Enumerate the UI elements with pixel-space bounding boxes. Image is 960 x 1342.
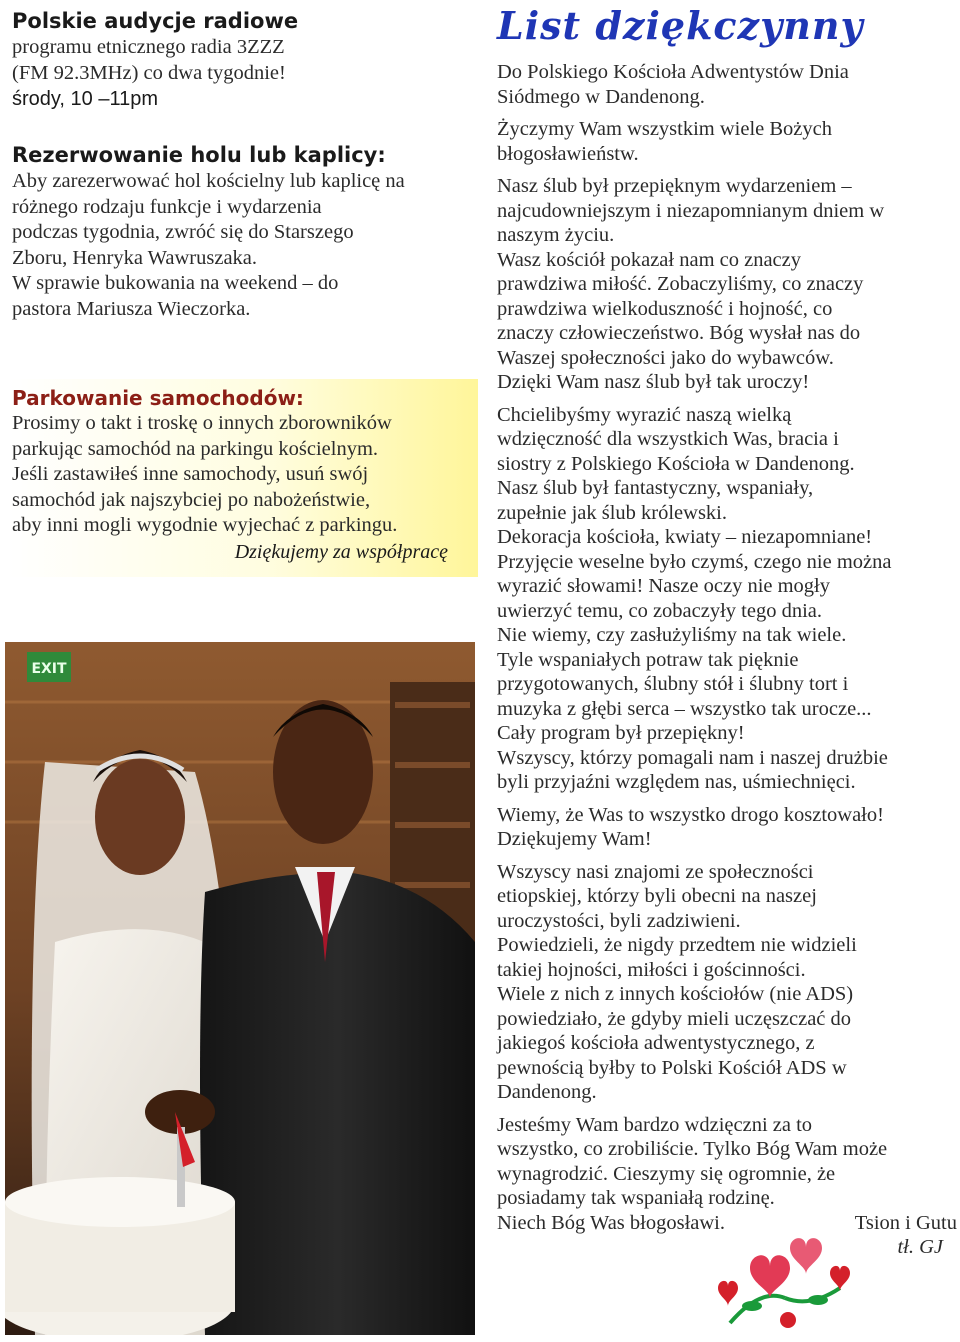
letter-line: naszym życiu. <box>497 224 615 246</box>
wedding-photo-illustration <box>5 642 475 1335</box>
letter-line: powiedziało, że gdyby mieli uczęszczać do <box>497 1007 852 1030</box>
letter-paragraph <box>497 403 957 795</box>
letter-line: takiej hojności, miłości i gościnności. <box>497 958 806 981</box>
booking-line: W sprawie bukowania na weekend – do <box>12 272 339 294</box>
right-column <box>497 4 957 1260</box>
letter-line: siostry z Polskiego Kościoła w Dandenong. <box>497 452 855 475</box>
letter-closing: Niech Bóg Was błogosławi. <box>497 1211 726 1234</box>
letter-line: Wiemy, że Was to wszystko drogo kosztowało! <box>497 803 884 826</box>
letter-line: uroczystości, byli zadziwieni. <box>497 909 741 932</box>
booking-line: pastora Mariusza Wieczorka. <box>12 297 251 320</box>
letter-line: wyrazić słowami! Nasze oczy nie mogły <box>497 575 831 597</box>
letter-line: Siódmego w Dandenong. <box>497 85 705 108</box>
letter-line: Dzięki Wam nasz ślub był tak uroczy! <box>497 371 810 393</box>
letter-line: Do Polskiego Kościoła Adwentystów Dnia <box>497 61 849 83</box>
letter-line: jakiegoś kościoła adwentystycznego, z <box>497 1032 815 1054</box>
parking-title: Parkowanie samochodów: <box>12 386 304 410</box>
letter-line: Przyjęcie weselne było czymś, czego nie można <box>497 550 892 573</box>
left-column <box>12 8 474 322</box>
booking-title: Rezerwowanie holu lub kaplicy: <box>12 143 386 167</box>
wedding-photo <box>5 642 475 1335</box>
booking-section <box>12 142 474 322</box>
radio-line-2: (FM 92.3MHz) co dwa tygodnie! <box>12 61 286 84</box>
letter-line: prawdziwa wielkoduszność i hojność, co <box>497 297 833 320</box>
booking-line: podczas tygodnia, zwróć się do Starszego <box>12 221 354 243</box>
parking-line: Prosimy o takt i troskę o innych zborowników <box>12 412 392 434</box>
letter-line: najcudowniejszym i niezapomnianym dniem w <box>497 199 885 222</box>
letter-paragraph <box>497 174 957 395</box>
letter-line: pewnością byłby to Polski Kościół ADS w <box>497 1056 847 1079</box>
parking-line: aby inni mogli wygodnie wyjechać z parkingu. <box>12 514 398 536</box>
letter-line: muzyka z głębi serca – wszystko tak urocze... <box>497 697 872 720</box>
letter-line: Jesteśmy Wam bardzo wdzięczni za to <box>497 1113 813 1136</box>
parking-line: Jeśli zastawiłeś inne samochody, usuń swój <box>12 463 369 485</box>
letter-line: Wszyscy nasi znajomi ze społeczności <box>497 860 814 883</box>
letter-line: wdzięczność dla wszystkich Was, bracia i <box>497 428 839 450</box>
booking-line: Zboru, Henryka Wawruszaka. <box>12 246 258 269</box>
letter-line: Życzymy Wam wszystkim wiele Bożych <box>497 118 833 140</box>
parking-section <box>8 379 478 577</box>
letter-line: prawdziwa miłość. Zobaczyliśmy, co znaczy <box>497 273 864 295</box>
letter-line: uwierzyć temu, co zobaczyły tego dnia. <box>497 599 823 622</box>
radio-section <box>12 8 474 112</box>
letter-line: Chcielibyśmy wyrazić naszą wielką <box>497 403 792 426</box>
letter-line: byli przyjaźni względem nas, uśmiechnięci. <box>497 771 856 793</box>
letter-title: List dziękczynny <box>497 3 864 48</box>
letter-line: posiadamy tak wspaniałą rodzinę. <box>497 1187 775 1209</box>
letter-line: Waszej społeczności jako do wybawców. <box>497 346 834 369</box>
letter-line: wynagrodzić. Cieszymy się ogromnie, że <box>497 1162 836 1185</box>
letter-line: Wasz kościół pokazał nam co znaczy <box>497 248 802 271</box>
radio-title: Polskie audycje radiowe <box>12 9 299 33</box>
letter-line: Nasz ślub był fantastyczny, wspaniały, <box>497 477 814 499</box>
letter-line: znaczy człowieczeństwo. Bóg wysłał nas do <box>497 322 861 344</box>
letter-line: Nasz ślub był przepięknym wydarzeniem – <box>497 175 852 197</box>
roses-hearts-icon <box>690 1228 870 1338</box>
radio-line-3: środy, 10 –11pm <box>12 88 159 110</box>
letter-line: przygotowanych, ślubny stół i ślubny tort i <box>497 673 849 695</box>
letter-paragraph <box>497 803 957 852</box>
translator-credit: tł. GJ <box>897 1236 943 1258</box>
letter-line: Dekoracja kościoła, kwiaty – niezapomniane! <box>497 526 873 548</box>
radio-line-1: programu etnicznego radia 3ZZZ <box>12 36 285 58</box>
letter-paragraph <box>497 860 957 1105</box>
parking-thanks: Dziękujemy za współpracę <box>234 540 448 563</box>
letter-signature: Tsion i Gutu <box>854 1211 957 1234</box>
letter-line: Dziękujemy Wam! <box>497 828 652 850</box>
parking-line: samochód jak najszybciej po nabożeństwie, <box>12 488 371 511</box>
letter-paragraph <box>497 60 957 109</box>
booking-line: Aby zarezerwować hol kościelny lub kaplicę na <box>12 170 405 192</box>
letter-line: Tyle wspaniałych potraw tak pięknie <box>497 648 799 671</box>
booking-line: różnego rodzaju funkcje i wydarzenia <box>12 195 322 218</box>
parking-line: parkując samochód na parkingu kościelnym. <box>12 437 379 460</box>
letter-line: Dandenong. <box>497 1081 597 1103</box>
letter-line: Wszyscy, którzy pomagali nam i naszej drużbie <box>497 746 888 769</box>
exit-sign-text: EXIT <box>31 661 67 677</box>
letter-line: Nie wiemy, czy zasłużyliśmy na tak wiele. <box>497 624 847 646</box>
letter-body <box>497 60 957 1260</box>
letter-line: wszystko, co zrobiliście. Tylko Bóg Wam może <box>497 1138 888 1160</box>
letter-line: błogosławieństw. <box>497 142 639 165</box>
letter-line: Powiedzieli, że nigdy przedtem nie widzieli <box>497 934 857 956</box>
letter-line: etiopskiej, którzy byli obecni na naszej <box>497 885 817 907</box>
letter-line: Wiele z nich z innych kościołów (nie ADS) <box>497 983 854 1005</box>
letter-line: zupełnie jak ślub królewski. <box>497 501 728 524</box>
letter-line: Cały program był przepiękny! <box>497 722 745 744</box>
letter-paragraph <box>497 117 957 166</box>
